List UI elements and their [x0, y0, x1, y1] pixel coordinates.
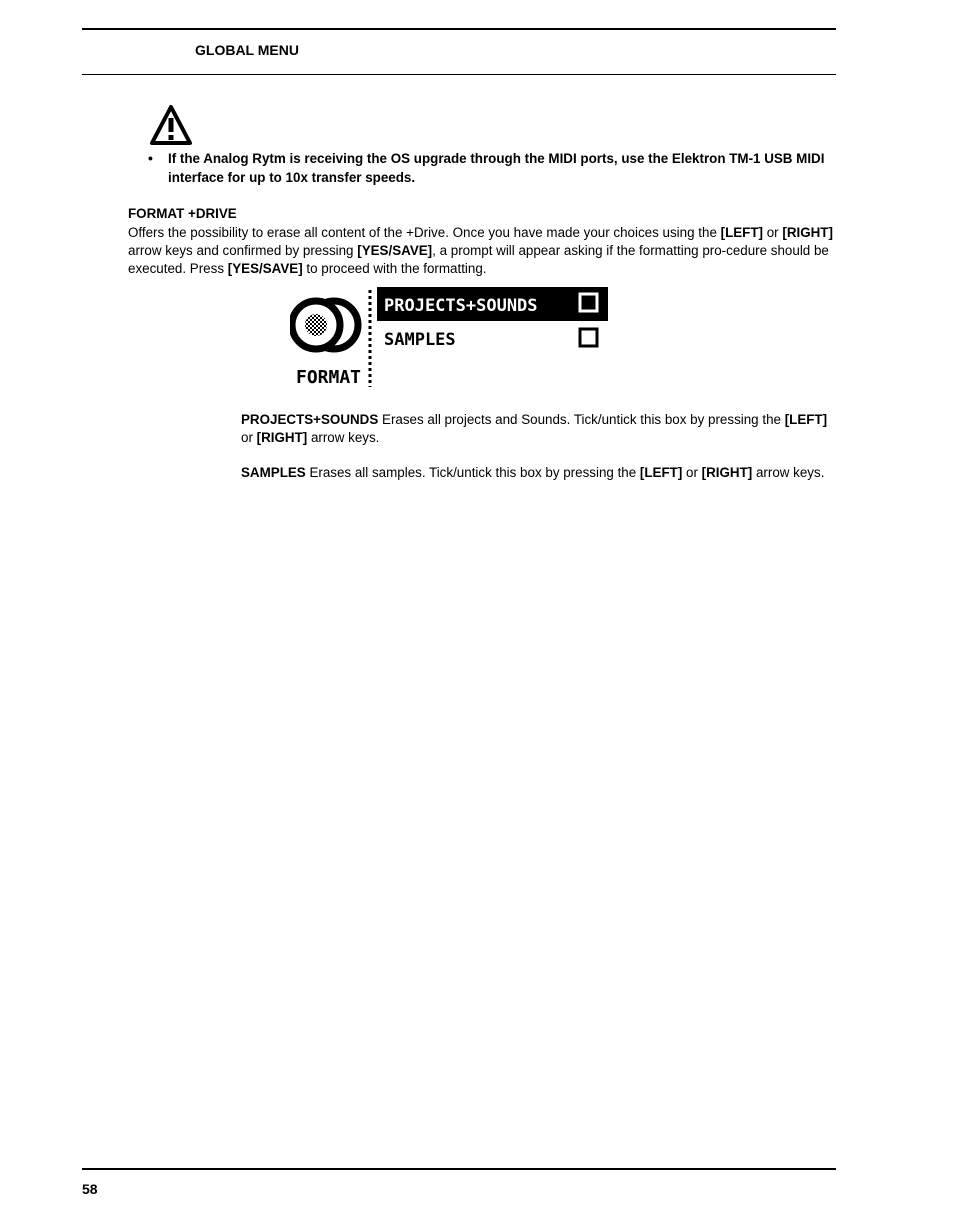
- page-number: 58: [82, 1181, 98, 1197]
- header-top-rule: [82, 28, 836, 30]
- section-paragraph: Offers the possibility to erase all content of the +Drive. Once you have made your choices using the [LEFT] or [RIGHT] arrow keys and confirmed by pressing [YES/SAVE], a prompt will appear asking if the formatting pro-cedure should be executed. Press [YES/SAVE] to proceed with the formatting.: [128, 225, 833, 276]
- option-checkbox-samples[interactable]: [580, 329, 597, 346]
- device-screen: [290, 287, 610, 389]
- warning-note: If the Analog Rytm is receiving the OS upgrade through the MIDI ports, use the Elektron TM-1 USB MIDI interface for up to 10x transfer speeds.: [168, 151, 825, 185]
- option-label-projects-sounds[interactable]: PROJECTS+SOUNDS: [384, 296, 538, 316]
- section-title: FORMAT +DRIVE: [128, 206, 237, 221]
- header-bottom-rule: [82, 74, 836, 75]
- option-label-samples[interactable]: SAMPLES: [384, 330, 456, 350]
- warning-triangle-icon: [149, 104, 193, 146]
- definition-samples: SAMPLES Erases all samples. Tick/untick this box by pressing the [LEFT] or [RIGHT] arrow keys.: [241, 465, 825, 480]
- screen-label: FORMAT: [296, 367, 362, 388]
- footer-rule: [82, 1168, 836, 1170]
- definition-projects-sounds: PROJECTS+SOUNDS Erases all projects and Sounds. Tick/untick this box by pressing the [LEFT] or [RIGHT] arrow keys.: [241, 412, 828, 445]
- header-title: GLOBAL MENU: [195, 42, 299, 58]
- bullet: •: [148, 150, 153, 166]
- disc-icon: [292, 301, 358, 349]
